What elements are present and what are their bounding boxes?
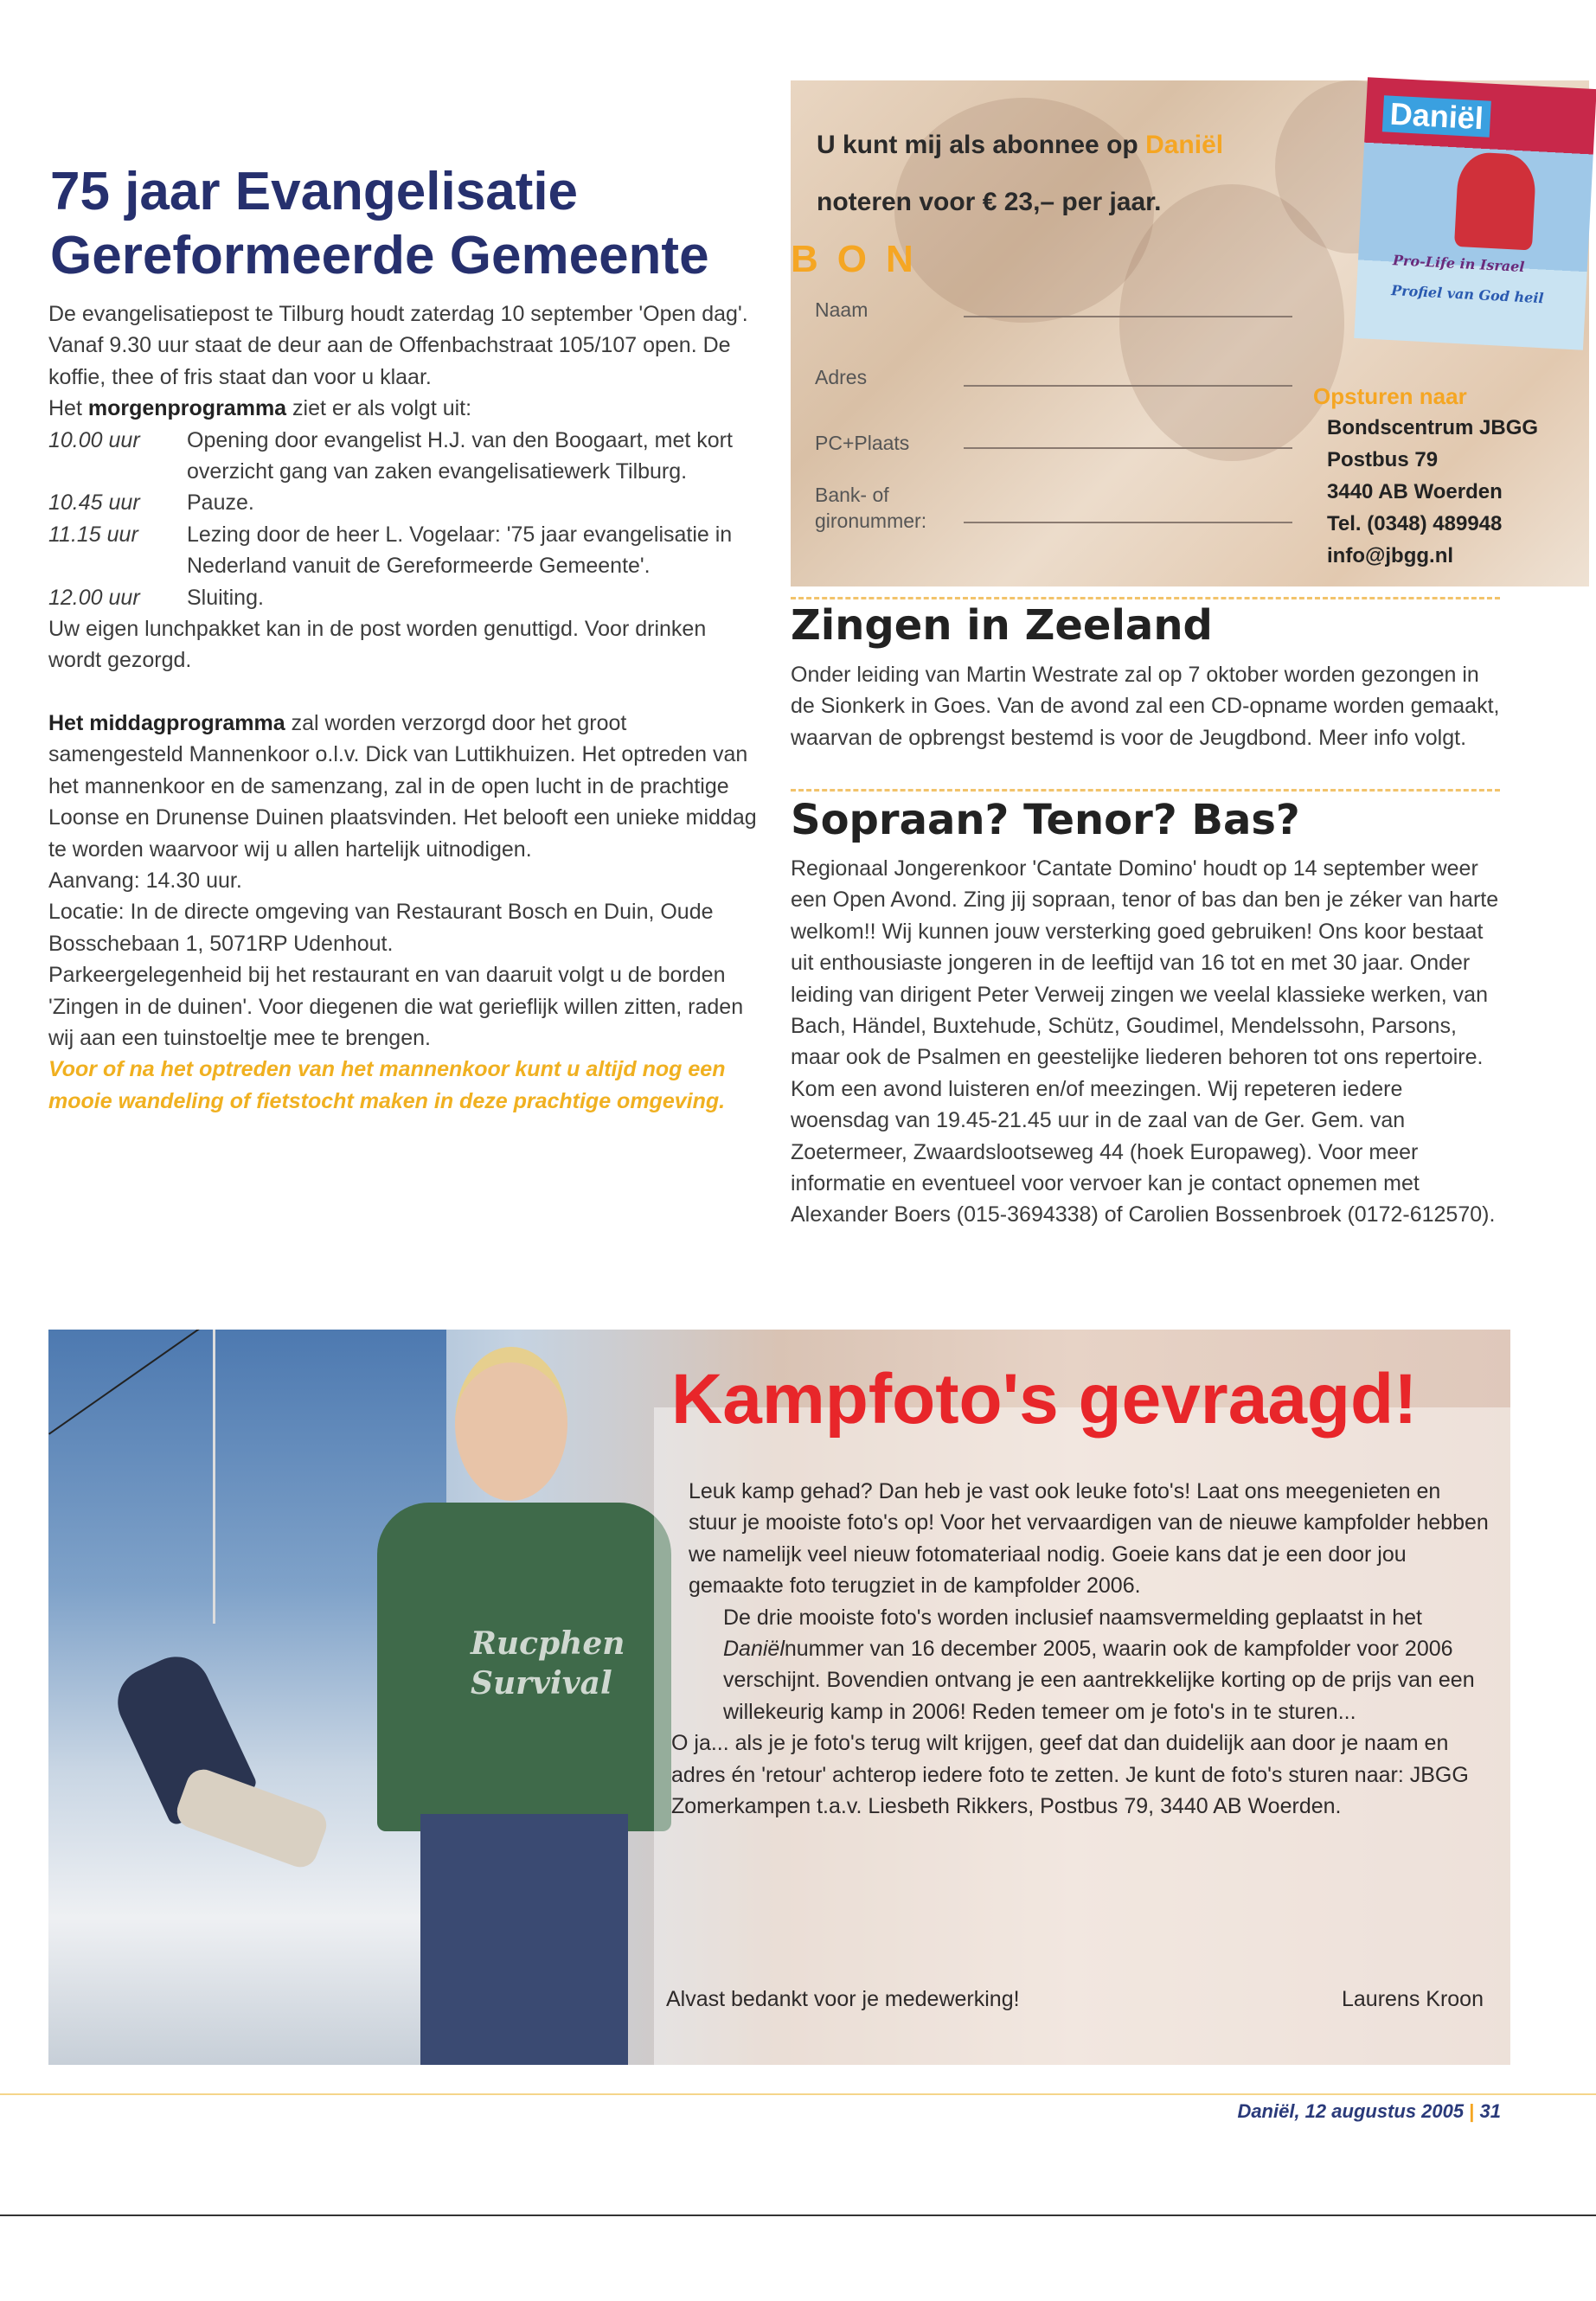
paragraph: O ja... als je je foto's terug wilt krijgen, geef dat dan duidelijk aan door je naam en adres én 'retour' achterop iedere foto te zetten. Je kunt de foto's sturen naar: JBGG Zomerkampen t.a.v. Liesbeth Rikkers, Postbus 79, 3440 AB Woerden.	[671, 1731, 1469, 1819]
italic-text: Daniël	[723, 1637, 785, 1662]
divider	[791, 789, 1500, 792]
schedule-desc: Opening door evangelist H.J. van den Boogaart, met kort overzicht gang van zaken evangelisatiewerk Tilburg.	[187, 427, 733, 484]
zingen-text: Onder leiding van Martin Westrate zal op 7 oktober worden gezongen in de Sionkerk in Goes. Van de avond zal een CD-opname worden gemaakt, waarvan de opbrengst bestemd is voor de Jeugdbond. Meer info volgt.	[791, 663, 1500, 750]
address-line: Postbus 79	[1327, 448, 1439, 471]
page-edge-line	[0, 2214, 1596, 2216]
paragraph	[671, 1602, 1489, 1728]
zingen-heading: Zingen in Zeeland	[791, 601, 1213, 650]
schedule-item	[48, 487, 758, 518]
text: De drie mooiste foto's worden inclusief naamsvermelding geplaatst in het	[723, 1605, 1422, 1630]
bank-field[interactable]	[964, 522, 1292, 523]
email-link[interactable]: info@jbgg.nl	[1327, 544, 1454, 567]
field-label-naam: Naam	[815, 298, 869, 321]
schedule-item	[48, 582, 758, 613]
page-footer	[1237, 2100, 1501, 2123]
schedule-time: 12.00 uur	[48, 585, 140, 610]
article-evangelisatie	[48, 298, 758, 1117]
schedule-desc: Pauze.	[187, 490, 254, 516]
cover-line: Profiel van God heil	[1390, 282, 1545, 307]
schedule-item	[48, 425, 758, 488]
paragraph: Kom een avond luisteren en/of meezingen. Wij repeteren iedere woensdag van 19.45-21.45 uur in de zaal van de Ger. Gem. van Zoetermeer, Zwaardslootseweg 44 (hoek Europaweg). Voor meer informatie en eventueel voor vervoer kan je contact opnemen met Alexander Boers (015-3694338) of Carolien Bossenbroek (0172-612570).	[791, 1076, 1496, 1227]
page-number: 31	[1479, 2100, 1501, 2122]
shirt-line: Survival	[471, 1665, 612, 1702]
bon-label: BON	[791, 238, 933, 280]
bold-text: morgenprogramma	[87, 396, 287, 421]
field-label-adres: Adres	[815, 366, 868, 388]
coupon-line-1	[817, 131, 1223, 160]
adres-field[interactable]	[964, 385, 1292, 387]
cover-line: Pro-Life in Israel	[1392, 252, 1525, 276]
coupon-line-2: noteren voor € 23,– per jaar.	[817, 188, 1162, 216]
schedule-time: 10.45 uur	[48, 490, 140, 516]
address-block	[1327, 412, 1538, 572]
schedule-desc: Lezing door de heer L. Vogelaar: '75 jaar evangelisatie in Nederland vanuit de Gereformeerde Gemeente'.	[187, 522, 733, 579]
footer-rule	[0, 2093, 1596, 2095]
start-time: Aanvang: 14.30 uur.	[48, 868, 242, 893]
text: zal worden verzorgd door het groot samengesteld Mannenkoor o.l.v. Dick van Luttikhuizen. Het optreden van het mannenkoor en de samenzang, zal in de open lucht in de prachtige Loonse en Drunense Duinen plaatsvinden. Het belooft een unieke middag te worden waarvoor wij u allen hartelijk uitnodigen.	[48, 710, 757, 862]
thanks-line: Alvast bedankt voor je medewerking!	[666, 1987, 1020, 2011]
bold-text: Het middagprogramma	[48, 710, 285, 735]
text: nummer van 16 december 2005, waarin ook de kampfolder voor 2006 verschijnt. Bovendien ontvang je een aantrekkelijke korting op de prijs van een willekeurig kamp in 2006! Reden temeer om je foto's in te sturen...	[723, 1637, 1475, 1724]
kampfoto-text	[671, 1476, 1489, 1822]
parking: Parkeergelegenheid bij het restaurant en van daaruit volgt u de borden 'Zingen in de duinen'. Voor diegenen die wat gerieflijk willen zitten, raden wij aan een tuinstoeltje mee te brengen.	[48, 963, 744, 1050]
article-title: 75 jaar Evangelisatie Gereformeerde Gemeente	[50, 162, 709, 285]
intro-paragraph: De evangelisatiepost te Tilburg houdt zaterdag 10 september 'Open dag'. Vanaf 9.30 uur staat de deur aan de Offenbachstraat 105/107 open. De koffie, thee of fris staat dan voor u klaar.	[48, 302, 748, 389]
magazine-name: Daniël	[1145, 131, 1224, 159]
boy-figure	[369, 1330, 680, 2065]
shirt-text	[471, 1624, 625, 1703]
field-label-plaats: PC+Plaats	[815, 432, 910, 454]
lunch-paragraph: Uw eigen lunchpakket kan in de post worden genuttigd. Voor drinken wordt gezorgd.	[48, 617, 707, 673]
address-line: Bondscentrum JBGG	[1327, 416, 1539, 439]
naam-field[interactable]	[964, 316, 1292, 317]
address-line: Tel. (0348) 489948	[1327, 512, 1503, 535]
kampfoto-heading: Kampfoto's gevraagd!	[671, 1360, 1418, 1439]
schedule-time: 11.15 uur	[48, 522, 138, 547]
schedule-desc: Sluiting.	[187, 585, 264, 610]
paragraph: Leuk kamp gehad? Dan heb je vast ook leuke foto's! Laat ons meegenieten en stuur je mooiste foto's op! Voor het vervaardigen van de nieuwe kampfolder hebben we namelijk veel nieuw fotomateriaal nodig. Goeie kans dat je een door jou gemaakte foto terugziet in de kampfolder 2006.	[689, 1479, 1489, 1599]
text: ziet er als volgt uit:	[286, 396, 472, 421]
cover-title: Daniël	[1382, 95, 1491, 137]
footer-separator: |	[1469, 2100, 1475, 2122]
morning-heading	[48, 393, 758, 424]
sopraan-heading: Sopraan? Tenor? Bas?	[791, 796, 1300, 844]
schedule-time: 10.00 uur	[48, 427, 140, 452]
magazine-cover-image	[1354, 77, 1596, 349]
send-to-label: Opsturen naar	[1313, 383, 1467, 409]
highlight-paragraph: Voor of na het optreden van het mannenkoor kunt u altijd nog een mooie wandeling of fietstocht maken in deze prachtige omgeving.	[48, 1057, 726, 1113]
plaats-field[interactable]	[964, 447, 1292, 449]
field-label-bank: Bank- of gironummer:	[815, 484, 927, 532]
footer-magazine: Daniël, 12 augustus 2005	[1237, 2100, 1465, 2122]
schedule-item	[48, 519, 758, 582]
sopraan-text	[791, 853, 1500, 1231]
afternoon-paragraph	[48, 708, 758, 865]
text: U kunt mij als abonnee op	[817, 131, 1138, 159]
address-line: 3440 AB Woerden	[1327, 480, 1503, 503]
paragraph: Regionaal Jongerenkoor 'Cantate Domino' houdt op 14 september weer een Open Avond. Zing jij sopraan, tenor of bas dan ben je zéker van harte welkom!! Wij kunnen jouw versterking goed gebruiken! Ons koor bestaat uit enthousiaste jongeren in de leeftijd van 16 tot en met 30 jaar. Onder leiding van dirigent Peter Verweij zingen we veelal klassieke werken, van Bach, Händel, Buxtehude, Schütz, Goudimel, Mendelssohn, Parsons, maar ook de Psalmen en geestelijke liederen behoren tot ons repertoire.	[791, 856, 1499, 1070]
text: Het	[48, 396, 88, 421]
signature: Laurens Kroon	[1341, 1987, 1484, 2011]
divider	[791, 597, 1500, 599]
location: Locatie: In de directe omgeving van Restaurant Bosch en Duin, Oude Bosschebaan 1, 5071RP Udenhout.	[48, 900, 714, 956]
shirt-line: Rucphen	[471, 1625, 625, 1662]
